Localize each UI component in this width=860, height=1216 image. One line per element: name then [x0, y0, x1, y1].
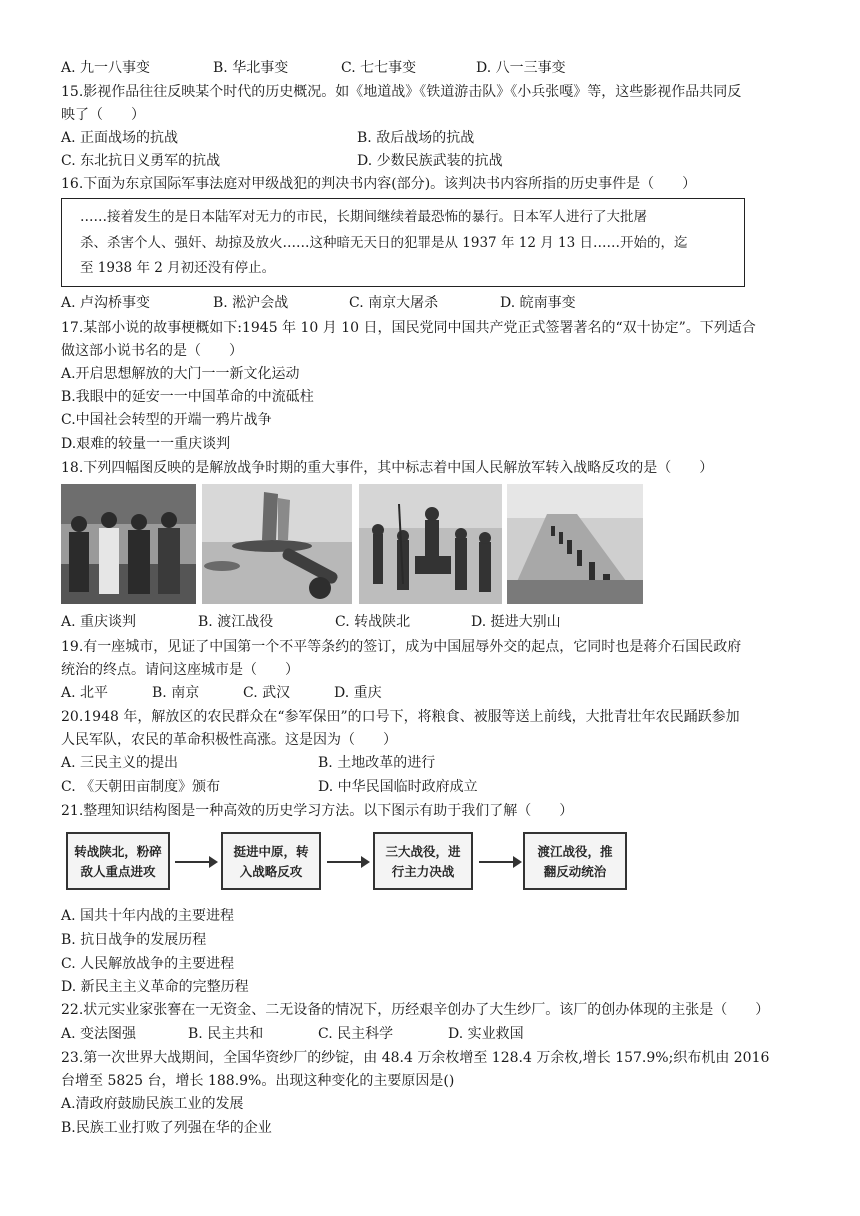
q18-photo-a[interactable]	[61, 484, 196, 604]
q16-quote-box	[61, 198, 745, 287]
flow-step-4	[523, 832, 627, 890]
q20-option-a[interactable]: A. 三民主义的提出	[61, 755, 179, 771]
q22-option-c[interactable]: C. 民主科学	[318, 1026, 394, 1042]
q14-option-c[interactable]: C. 七七事变	[341, 60, 417, 76]
q19-stem-line2: 统治的终点。请问这座城市是（ ）	[61, 662, 299, 678]
q21-option-d[interactable]: D. 新民主主义革命的完整历程	[61, 979, 249, 995]
q15-option-b[interactable]: B. 敌后战场的抗战	[357, 130, 475, 146]
q23-option-b[interactable]: B.民族工业打败了列强在华的企业	[61, 1120, 272, 1136]
q15-stem-line2: 映了（ ）	[61, 107, 145, 123]
q17-option-a[interactable]: A.开启思想解放的大门一一新文化运动	[61, 366, 300, 382]
q19-option-c[interactable]: C. 武汉	[243, 685, 291, 701]
arrow-right-icon	[477, 852, 523, 872]
q23-stem-line1: 23.第一次世界大战期间，全国华资纱厂的纱锭，由 48.4 万余枚增至 128.4 万余枚,增长 157.9%;织布机由 2016	[61, 1050, 770, 1066]
flow-step-2-line2: 入战略反攻	[239, 864, 303, 879]
q20-stem-line2: 人民军队，农民的革命积极性高涨。这是因为（ ）	[61, 732, 397, 748]
q17-option-c[interactable]: C.中国社会转型的开端一鸦片战争	[61, 412, 272, 428]
q18-photo-b[interactable]	[202, 484, 352, 604]
q15-option-c[interactable]: C. 东北抗日义勇军的抗战	[61, 153, 221, 169]
q14-option-b[interactable]: B. 华北事变	[213, 60, 289, 76]
flow-step-1	[66, 832, 170, 890]
q18-option-d[interactable]: D. 挺进大别山	[471, 614, 561, 630]
q20-option-c[interactable]: C. 《天朝田亩制度》颁布	[61, 779, 221, 795]
flow-step-1-line1: 转战陕北，粉碎	[74, 844, 162, 859]
q16-option-b[interactable]: B. 淞沪会战	[213, 295, 289, 311]
q18-stem: 18.下列四幅图反映的是解放战争时期的重大事件，其中标志着中国人民解放军转入战略反攻的是（ ）	[61, 460, 714, 476]
q15-stem-line1: 15.影视作品往往反映某个时代的历史概况。如《地道战》《铁道游击队》《小兵张嘎》等，这些影视作品共同反	[61, 84, 742, 100]
q21-option-b[interactable]: B. 抗日战争的发展历程	[61, 932, 207, 948]
q16-option-d[interactable]: D. 皖南事变	[500, 295, 576, 311]
q17-option-d[interactable]: D.艰难的较量一一重庆谈判	[61, 436, 231, 452]
flow-step-3-line2: 行主力决战	[391, 864, 455, 879]
q17-stem-line2: 做这部小说书名的是（ ）	[61, 343, 243, 359]
q21-flow-diagram	[61, 826, 631, 898]
q19-option-d[interactable]: D. 重庆	[334, 685, 382, 701]
photo-group-portrait-icon	[61, 484, 196, 604]
q16-option-c[interactable]: C. 南京大屠杀	[349, 295, 439, 311]
flow-step-3	[373, 832, 473, 890]
q23-option-a[interactable]: A.清政府鼓励民族工业的发展	[61, 1096, 244, 1112]
arrow-right-icon	[325, 852, 371, 872]
q17-stem-line1: 17.某部小说的故事梗概如下:1945 年 10 月 10 日，国民党同中国共产党正式签署著名的“双十协定”。下列适合	[61, 320, 756, 336]
q21-option-c[interactable]: C. 人民解放战争的主要进程	[61, 956, 235, 972]
q16-option-a[interactable]: A. 卢沟桥事变	[61, 295, 151, 311]
q15-option-d[interactable]: D. 少数民族武装的抗战	[357, 153, 503, 169]
q15-option-a[interactable]: A. 正面战场的抗战	[61, 130, 179, 146]
q16-quote-line1: ……接着发生的是日本陆军对无力的市民，长期间继续着最恐怖的暴行。日本军人进行了大批屠	[80, 209, 647, 225]
flow-step-2-line1: 挺进中原，转	[233, 844, 309, 859]
q18-option-a[interactable]: A. 重庆谈判	[61, 614, 137, 630]
flow-step-4-line2: 翻反动统治	[543, 864, 607, 879]
q16-quote-line3: 至 1938 年 2 月初还没有停止。	[80, 260, 276, 276]
flow-step-3-line1: 三大战役，进	[385, 844, 461, 859]
q14-option-a[interactable]: A. 九一八事变	[61, 60, 151, 76]
q23-stem-line2: 台增至 5825 台，增长 188.9%。出现这种变化的主要原因是()	[61, 1073, 455, 1089]
q18-photo-c[interactable]	[359, 484, 502, 604]
q20-stem-line1: 20.1948 年，解放区的农民群众在“参军保田”的口号下，将粮食、被服等送上前线，大批青壮年农民踊跃参加	[61, 709, 740, 725]
q22-option-a[interactable]: A. 变法图强	[61, 1026, 137, 1042]
q19-option-b[interactable]: B. 南京	[152, 685, 200, 701]
q16-quote-line2: 杀、杀害个人、强奸、劫掠及放火……这种暗无天日的犯罪是从 1937 年 12 月 13 日……开始的，迄	[80, 235, 688, 251]
q18-option-b[interactable]: B. 渡江战役	[198, 614, 274, 630]
flow-step-1-line2: 敌人重点进攻	[80, 864, 156, 879]
q22-option-b[interactable]: B. 民主共和	[188, 1026, 264, 1042]
arrow-right-icon	[173, 852, 219, 872]
q21-option-a[interactable]: A. 国共十年内战的主要进程	[61, 908, 235, 924]
q20-option-d[interactable]: D. 中华民国临时政府成立	[318, 779, 478, 795]
photo-troops-advancing-icon	[507, 484, 643, 604]
flow-step-2	[221, 832, 321, 890]
photo-river-crossing-icon	[202, 484, 352, 604]
q19-option-a[interactable]: A. 北平	[61, 685, 109, 701]
q21-stem: 21.整理知识结构图是一种高效的历史学习方法。以下图示有助于我们了解（ ）	[61, 803, 574, 819]
q17-option-b[interactable]: B.我眼中的延安一一中国革命的中流砥柱	[61, 389, 314, 405]
flow-step-4-line1: 渡江战役，推	[537, 844, 613, 859]
q18-option-c[interactable]: C. 转战陕北	[335, 614, 411, 630]
q22-option-d[interactable]: D. 实业救国	[448, 1026, 524, 1042]
q14-option-d[interactable]: D. 八一三事变	[476, 60, 566, 76]
q20-option-b[interactable]: B. 土地改革的进行	[318, 755, 436, 771]
q22-stem: 22.状元实业家张謇在一无资金、二无设备的情况下，历经艰辛创办了大生纱厂。该厂的创办体现的主张是（ ）	[61, 1002, 770, 1018]
q19-stem-line1: 19.有一座城市，见证了中国第一个不平等条约的签订，成为中国屈辱外交的起点，它同时也是蒋介石国民政府	[61, 639, 742, 655]
q16-stem: 16.下面为东京国际军事法庭对甲级战犯的判决书内容(部分)。该判决书内容所指的历史事件是（ ）	[61, 176, 697, 192]
q18-photo-d[interactable]	[507, 484, 643, 604]
photo-soldiers-marching-icon	[359, 484, 502, 604]
